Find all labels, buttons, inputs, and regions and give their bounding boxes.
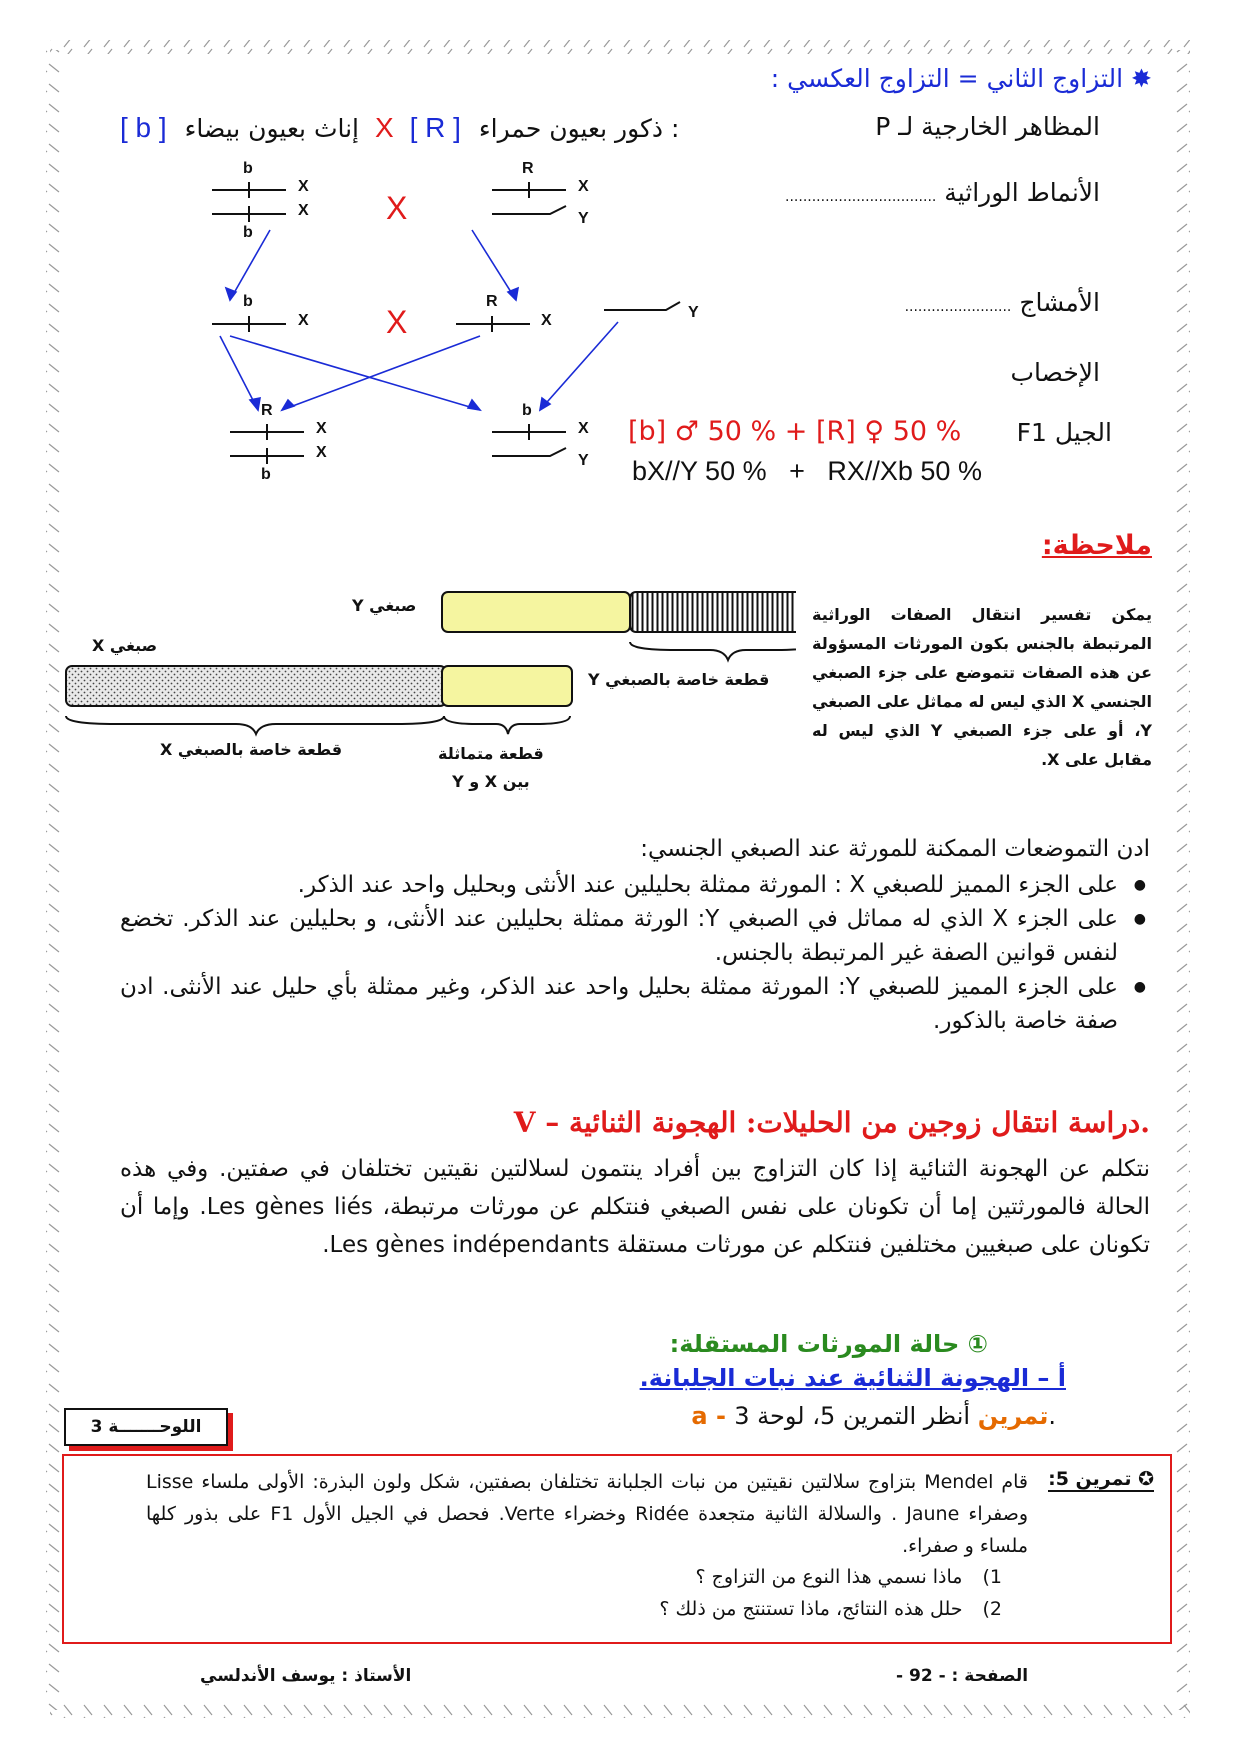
- y-specific-label: قطعة خاصة بالصبغي Y: [588, 670, 770, 689]
- male-symbol: [ R ]: [409, 112, 461, 143]
- panel-label: اللوحـــــــة 3: [64, 1408, 228, 1446]
- locations-intro: ادن التموضعات الممكنة للمورثة عند الصبغي الجنسي:: [640, 836, 1150, 862]
- phenotypes-label: المظاهر الخارجية لـ P: [875, 112, 1100, 141]
- location-item: ● على الجزء المميز للصبغي Y: المورثة ممثلة بحليل واحد عند الذكر، وغير ممثلة بأي حليل عند الأنثى. ادن صفة خاصة بالذكور.: [120, 970, 1150, 1038]
- females-text: إناث بعيون بيضاء: [184, 114, 359, 143]
- gamete-Y-chrom: Y: [688, 304, 699, 321]
- gamete-b-allele: b: [243, 293, 253, 310]
- gamete-b-chrom: X: [298, 312, 309, 329]
- p-cross-line: [120, 112, 679, 144]
- gametes-cross-sign: X: [386, 304, 408, 340]
- exercise5-tag: ✪ تمرين 5:: [1048, 1468, 1154, 1490]
- cross-x: X: [374, 112, 394, 143]
- exercise5-q1: 1)ماذا نسمي هذا النوع من التزاوج ؟: [695, 1566, 1002, 1588]
- p-male-chrom-y: Y: [578, 210, 589, 227]
- exercise5-text: قام Mendel بتزاوج سلالتين نقيتين من نبات الجلبانة تختلفان بصفتين، شكل ولون البذرة: الأولى ملساء Lisse وصفراء Jaune . والسلالة الثانية متجعدة Ridée وخضراء Verte. فحصل في الجيل الأول F1 على بذور كلها ملساء و صفراء.: [146, 1471, 1029, 1557]
- location-item: ● على الجزء X الذي له مماثل في الصبغي Y: الورثة ممثلة بحليلين عند الأنثى، و بحليلين عند الذكر. تخضع لنفس قوانين الصفة غير المرتبطة بالجنس.: [120, 902, 1150, 970]
- genotypes-label: الأنماط الوراثية ..................................: [785, 178, 1100, 207]
- section-v-title: V – دراسة انتقال زوجين من الحليلات: الهجونة الثنائية.: [513, 1106, 1150, 1139]
- star-icon: ✸: [1131, 64, 1152, 93]
- f1-label: الجيل F1: [1016, 418, 1112, 447]
- p-cross-sign: X: [386, 190, 408, 226]
- p-female-allele-top: b: [243, 160, 253, 177]
- exercise5-q2: 2)حلل هذه النتائج، ماذا تستنتج من ذلك ؟: [659, 1598, 1002, 1620]
- f1-male-chrom-y: Y: [578, 452, 589, 469]
- homologous-label: قطعة متماثلة بين X و Y: [438, 744, 544, 791]
- f1-genotypes: bX//Y 50 % + RX//Xb 50 %: [632, 456, 982, 486]
- footer-page: الصفحة : - 92 -: [896, 1666, 1029, 1686]
- males-text: : ذكور بعيون حمراء: [478, 114, 680, 143]
- gamete-R-chrom: X: [541, 312, 552, 329]
- f1-female-allele-R: R: [261, 402, 273, 419]
- p-female-chrom-2: X: [298, 202, 309, 219]
- f1-female-chrom-2: X: [316, 444, 327, 461]
- x-specific-label: قطعة خاصة بالصبغي X: [160, 740, 343, 759]
- section-v-paragraph: نتكلم عن الهجونة الثنائية إذا كان التزاوج بين أفراد ينتمون لسلالتين نقيتين تختلفان في صفتين. وفي هذه الحالة فالمورثتين إما أن تكونان على نفس الصبغي فنتكلم عن مورثات مرتبطة، Les gènes liés. وإما أن تكونان على صبغيين مختلفين فنتكلم عن مورثات مستقلة Les gènes indépendants.: [120, 1156, 1151, 1258]
- reciprocal-title: ✸ التزاوج الثاني = التزاوج العكسي :: [770, 64, 1152, 93]
- fertilization-label: الإخصاب: [1010, 358, 1100, 387]
- f1-female-chrom-1: X: [316, 420, 327, 437]
- f1-phenotypes: [b] ♂ 50 % + [R] ♀ 50 %: [628, 416, 962, 447]
- female-symbol: [ b ]: [120, 112, 167, 143]
- exercise-ref: a - تمرين أنظر التمرين 5، لوحة 3.: [691, 1402, 1056, 1430]
- note-text: يمكن تفسير انتقال الصفات الوراثية المرتبطة بالجنس بكون المورثات المسؤولة عن هذه الصفات تتموضع على جزء الصبغي الجنسي X الذي ليس له مماثل على الصبغي Y، أو على جزء الصبغي Y الذي ليس له مقابل على X.: [812, 605, 1153, 769]
- case1-title: ① حالة المورثات المستقلة:: [669, 1330, 988, 1358]
- p-male-allele: R: [522, 160, 534, 177]
- note-title: ملاحظة:: [1041, 530, 1152, 561]
- y-chrom-label: صبغي Y: [352, 596, 417, 615]
- x-chrom-label: صبغي X: [92, 636, 158, 655]
- case1-subtitle: أ – الهجونة الثنائية عند نبات الجلبانة.: [639, 1364, 1066, 1392]
- p-female-chrom-1: X: [298, 178, 309, 195]
- p-male-chrom-x: X: [578, 178, 589, 195]
- locations-list: [120, 868, 1150, 1038]
- cross-diagram: [200, 158, 720, 498]
- gamete-R-allele: R: [486, 293, 498, 310]
- p-female-allele-bot: b: [243, 224, 253, 241]
- location-item: ● على الجزء المميز للصبغي X : المورثة ممثلة بحليلين عند الأنثى وبحليل واحد عند الذكر.: [120, 868, 1150, 902]
- exercise-tag: a - تمرين: [691, 1402, 1049, 1430]
- f1-female-allele-b: b: [261, 466, 271, 483]
- f1-male-allele-b: b: [522, 402, 532, 419]
- gametes-label: الأمشاج ........................: [904, 288, 1100, 317]
- footer-teacher: الأستاذ : يوسف الأندلسي: [200, 1666, 412, 1686]
- f1-male-chrom-x: X: [578, 420, 589, 437]
